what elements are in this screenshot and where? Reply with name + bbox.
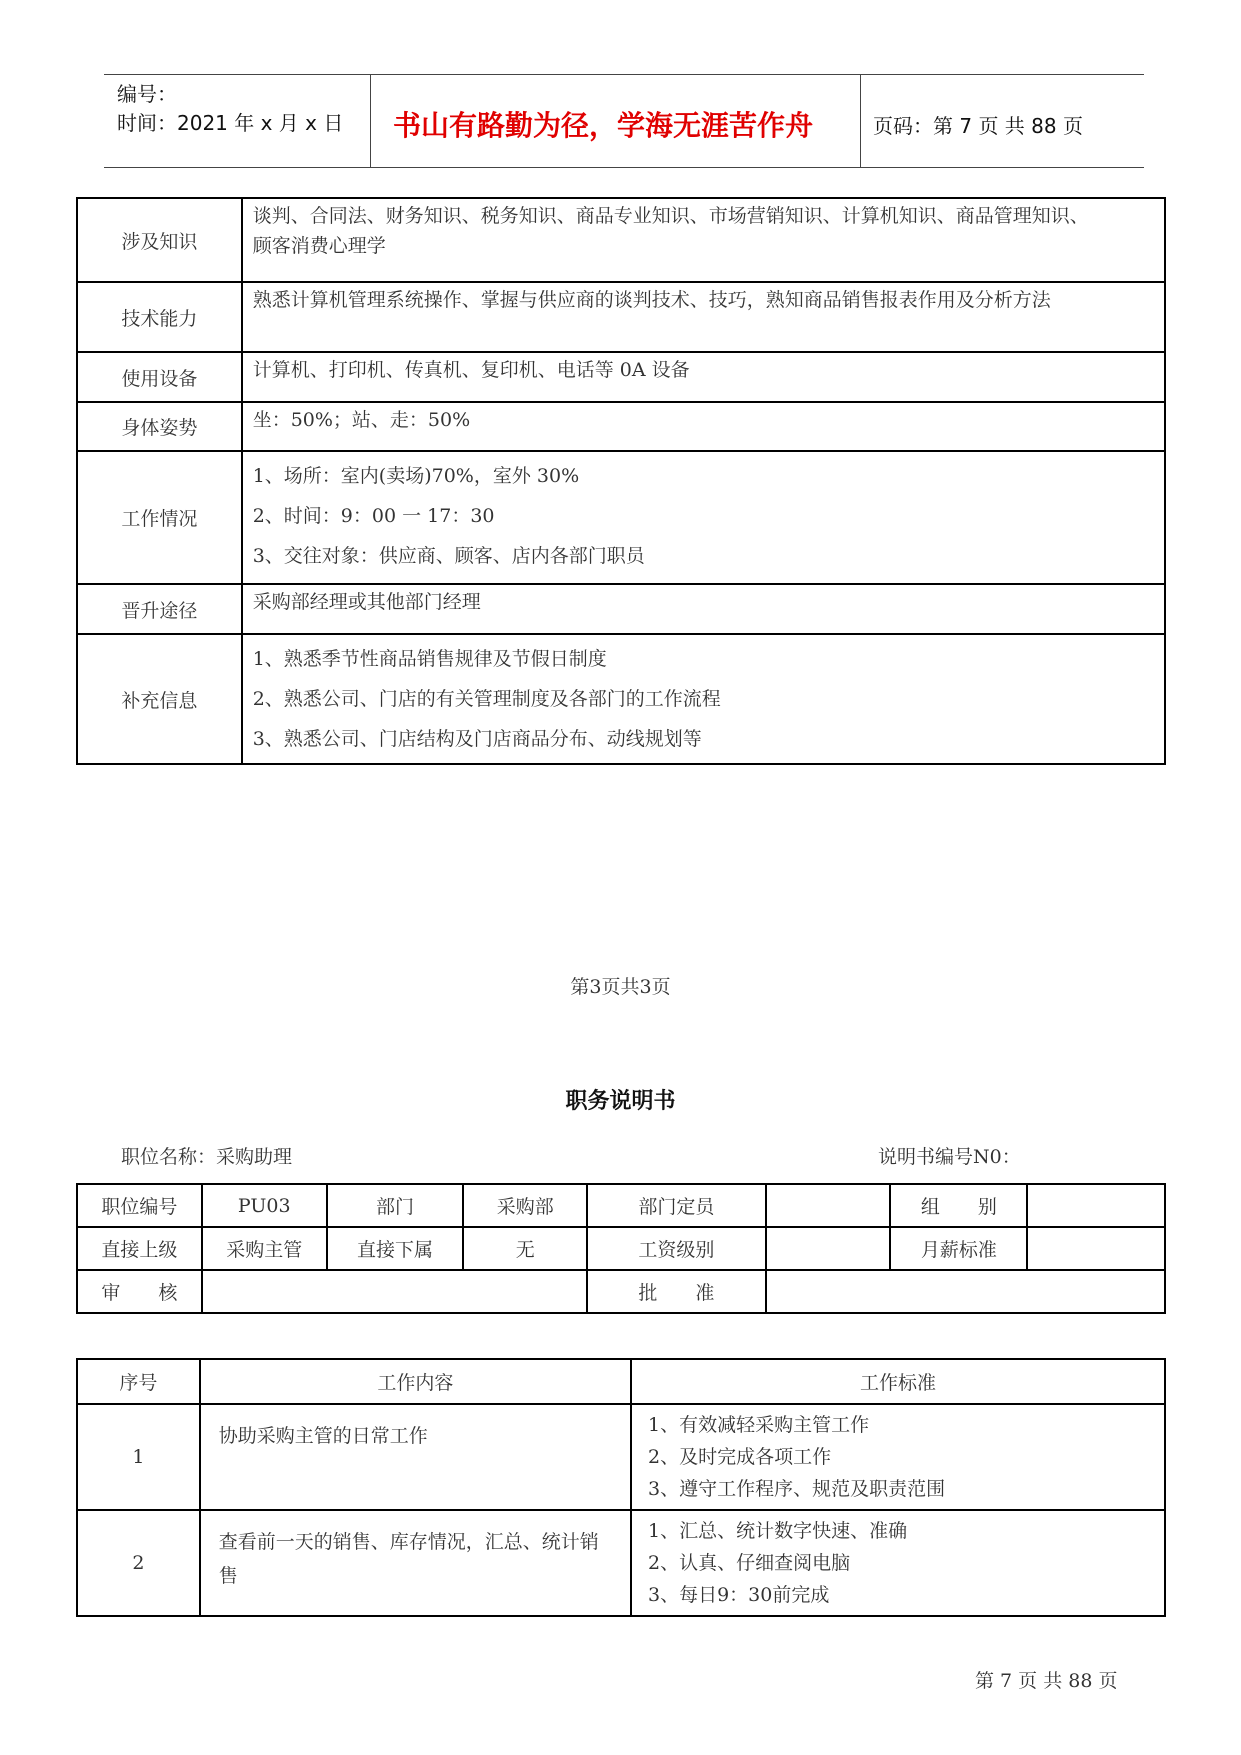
row-value-equipment: 计算机、打印机、传真机、复印机、电话等 0A 设备 bbox=[242, 352, 1165, 402]
header-page-number: 页码：第 7 页 共 88 页 bbox=[873, 114, 1083, 138]
row-value-supplementary: 1、熟悉季节性商品销售规律及节假日制度 2、熟悉公司、门店的有关管理制度及各部门的工作流程 3、熟悉公司、门店结构及门店商品分布、动线规划等 bbox=[242, 634, 1165, 764]
document-number-label: 编号： bbox=[117, 82, 177, 106]
cell-label-headcount: 部门定员 bbox=[587, 1184, 766, 1227]
cell-label-supervisor: 直接上级 bbox=[77, 1227, 202, 1270]
duty-standards: 1、有效减轻采购主管工作 2、及时完成各项工作 3、遵守工作程序、规范及职责范围 bbox=[631, 1404, 1165, 1510]
table-row bbox=[77, 1359, 1165, 1404]
row-label-equipment: 使用设备 bbox=[77, 352, 242, 402]
row-value-skills: 熟悉计算机管理系统操作、掌握与供应商的谈判技术、技巧，熟知商品销售报表作用及分析方法 bbox=[242, 282, 1165, 352]
spec-number: 说明书编号N0： bbox=[878, 1146, 1021, 1168]
table-row bbox=[77, 352, 1165, 402]
cell-label-monthly-salary: 月薪标准 bbox=[890, 1227, 1027, 1270]
row-value-knowledge: 谈判、合同法、财务知识、税务知识、商品专业知识、市场营销知识、计算机知识、商品管理知识、 顾客消费心理学 bbox=[242, 198, 1165, 282]
cell-value-supervisor: 采购主管 bbox=[202, 1227, 327, 1270]
duties-table bbox=[76, 1358, 1166, 1617]
cell-value-approval bbox=[766, 1270, 1165, 1313]
table-row bbox=[77, 402, 1165, 451]
duty-number: 2 bbox=[77, 1510, 200, 1616]
table-row bbox=[77, 451, 1165, 584]
cell-value-group bbox=[1027, 1184, 1165, 1227]
table-row bbox=[77, 584, 1165, 634]
cell-label-approval: 批 准 bbox=[587, 1270, 766, 1313]
header-standard: 工作标准 bbox=[631, 1359, 1165, 1404]
row-label-supplementary: 补充信息 bbox=[77, 634, 242, 764]
row-label-posture: 身体姿势 bbox=[77, 402, 242, 451]
footer-page-number: 第 7 页 共 88 页 bbox=[975, 1670, 1118, 1692]
row-value-promotion: 采购部经理或其他部门经理 bbox=[242, 584, 1165, 634]
header-slogan: 书山有路勤为径，学海无涯苦作舟 bbox=[393, 109, 814, 142]
cell-label-salary-grade: 工资级别 bbox=[587, 1227, 766, 1270]
table-row bbox=[77, 1184, 1165, 1227]
table-row bbox=[77, 1404, 1165, 1510]
cell-label-subordinates: 直接下属 bbox=[327, 1227, 464, 1270]
cell-value-position-code: PU03 bbox=[202, 1184, 327, 1227]
cell-value-department: 采购部 bbox=[463, 1184, 587, 1227]
table-row bbox=[77, 634, 1165, 764]
table-row bbox=[77, 1270, 1165, 1313]
cell-value-review bbox=[202, 1270, 587, 1313]
cell-value-monthly-salary bbox=[1027, 1227, 1165, 1270]
header-divider-left bbox=[370, 74, 371, 167]
header-bottom-rule bbox=[104, 167, 1144, 168]
table-row bbox=[77, 1510, 1165, 1616]
table-row bbox=[77, 198, 1165, 282]
cell-label-department: 部门 bbox=[327, 1184, 464, 1227]
header-content: 工作内容 bbox=[200, 1359, 631, 1404]
duty-content: 查看前一天的销售、库存情况，汇总、统计销售 bbox=[200, 1510, 631, 1616]
document-date-label: 时间：2021 年 x 月 x 日 bbox=[117, 111, 344, 135]
row-value-work-conditions: 1、场所：室内(卖场)70%，室外 30% 2、时间：9：00 一 17：30 3、交往对象：供应商、顾客、店内各部门职员 bbox=[242, 451, 1165, 584]
duty-number: 1 bbox=[77, 1404, 200, 1510]
header-seq: 序号 bbox=[77, 1359, 200, 1404]
header-top-rule bbox=[104, 74, 1144, 75]
header-divider-right bbox=[860, 74, 861, 167]
cell-value-headcount bbox=[766, 1184, 891, 1227]
row-label-promotion: 晋升途径 bbox=[77, 584, 242, 634]
duty-content: 协助采购主管的日常工作 bbox=[200, 1404, 631, 1510]
cell-label-position-code: 职位编号 bbox=[77, 1184, 202, 1227]
position-info-table bbox=[76, 1183, 1166, 1314]
row-value-posture: 坐：50%；站、走：50% bbox=[242, 402, 1165, 451]
job-details-table bbox=[76, 197, 1166, 765]
table-row bbox=[77, 1227, 1165, 1270]
table-row bbox=[77, 282, 1165, 352]
position-name: 职位名称：采购助理 bbox=[121, 1146, 293, 1168]
cell-label-group: 组 别 bbox=[890, 1184, 1027, 1227]
cell-label-review: 审 核 bbox=[77, 1270, 202, 1313]
document-title: 职务说明书 bbox=[565, 1089, 676, 1114]
cell-value-subordinates: 无 bbox=[463, 1227, 587, 1270]
row-label-knowledge: 涉及知识 bbox=[77, 198, 242, 282]
section-page-marker: 第3页共3页 bbox=[570, 976, 671, 998]
row-label-work-conditions: 工作情况 bbox=[77, 451, 242, 584]
cell-value-salary-grade bbox=[766, 1227, 891, 1270]
row-label-skills: 技术能力 bbox=[77, 282, 242, 352]
duty-standards: 1、汇总、统计数字快速、准确 2、认真、仔细查阅电脑 3、每日9：30前完成 bbox=[631, 1510, 1165, 1616]
